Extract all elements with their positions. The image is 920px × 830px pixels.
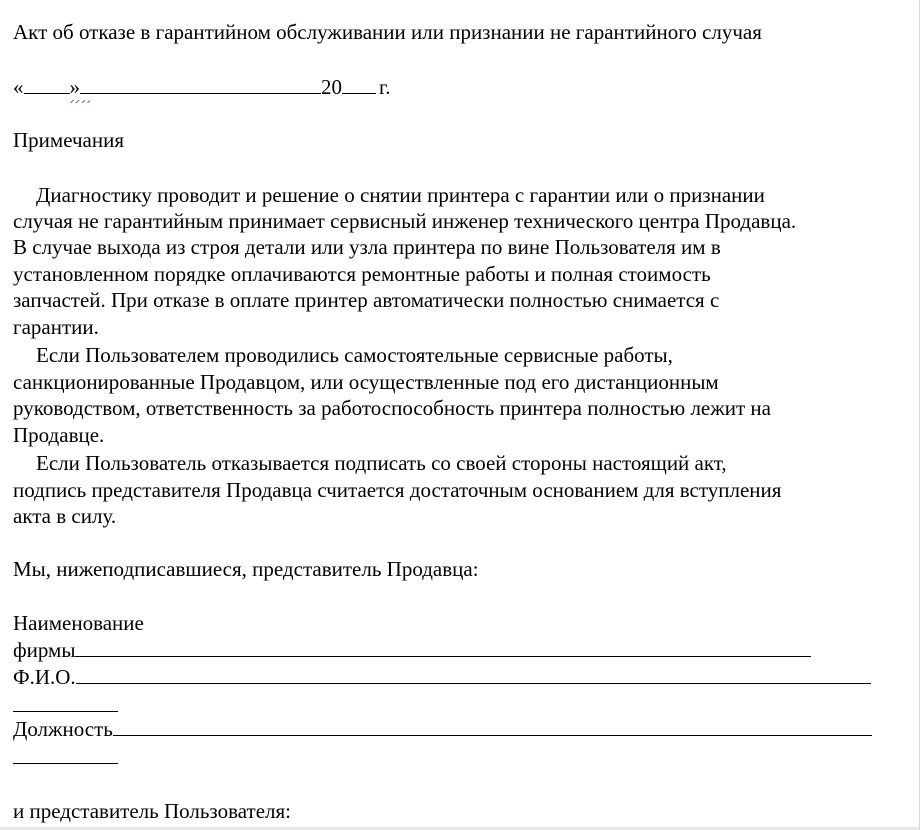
position-field [13,716,872,742]
name-field-cont [13,692,118,718]
position-label: Должность [13,717,113,741]
user-representative: и представитель Пользователя: [13,799,291,823]
position-blank[interactable] [113,717,872,736]
paragraph-line: запчастей. При отказе в оплате принтер автоматически полностью снимается с [13,288,720,312]
name-blank[interactable] [76,665,871,684]
name-field [13,664,871,690]
document-title: Акт об отказе в гарантийном обслуживании или признании не гарантийного случая [13,20,762,44]
company-field [13,637,811,663]
year-prefix: 20 [321,75,342,99]
open-quote: « [13,75,24,99]
year-suffix: г. [379,75,391,99]
company-label: Наименование [13,611,144,635]
year-blank[interactable] [342,75,376,94]
paragraph-line: установленном порядке оплачиваются ремонтные работы и полная стоимость [13,262,711,286]
day-blank[interactable] [24,75,70,94]
name-label: Ф.И.О. [13,665,76,689]
paragraph-line: подпись представителя Продавца считается достаточным основанием для вступления [13,478,782,502]
paragraph-line: акта в силу. [13,504,117,528]
paragraph-line: В случае выхода из строя детали или узла принтера по вине Пользователя им в [13,235,721,259]
close-quote: » [69,75,80,99]
position-field-cont [13,744,118,770]
month-blank[interactable] [90,75,321,94]
paragraph-line: Продавце. [13,423,105,447]
notes-heading: Примечания [13,128,125,152]
company-blank[interactable] [75,638,811,657]
signatories-intro: Мы, нижеподписавшиеся, представитель Продавца: [13,557,479,581]
paragraph-line: руководством, ответственность за работоспособность принтера полностью лежит на [13,396,771,420]
position-blank-cont[interactable] [13,745,118,764]
paragraph-line: Диагностику проводит и решение о снятии принтера с гарантии или о признании [36,183,765,207]
date-line [13,74,391,100]
spellcheck-blank [80,75,90,94]
paragraph-line: Если Пользователем проводились самостоятельные сервисные работы, [36,343,673,367]
paragraph-line: Если Пользователь отказывается подписать со своей стороны настоящий акт, [36,451,727,475]
paragraph-line: санкционированные Продавцом, или осуществленные под его дистанционным [13,370,719,394]
close-quote-wrap [70,74,91,100]
paragraph-line: гарантии. [13,315,99,339]
paragraph-line: случая не гарантийным принимает сервисный инженер технического центра Продавца. [13,209,797,233]
name-blank-cont[interactable] [13,693,118,712]
company-label-cont: фирмы [13,638,76,662]
